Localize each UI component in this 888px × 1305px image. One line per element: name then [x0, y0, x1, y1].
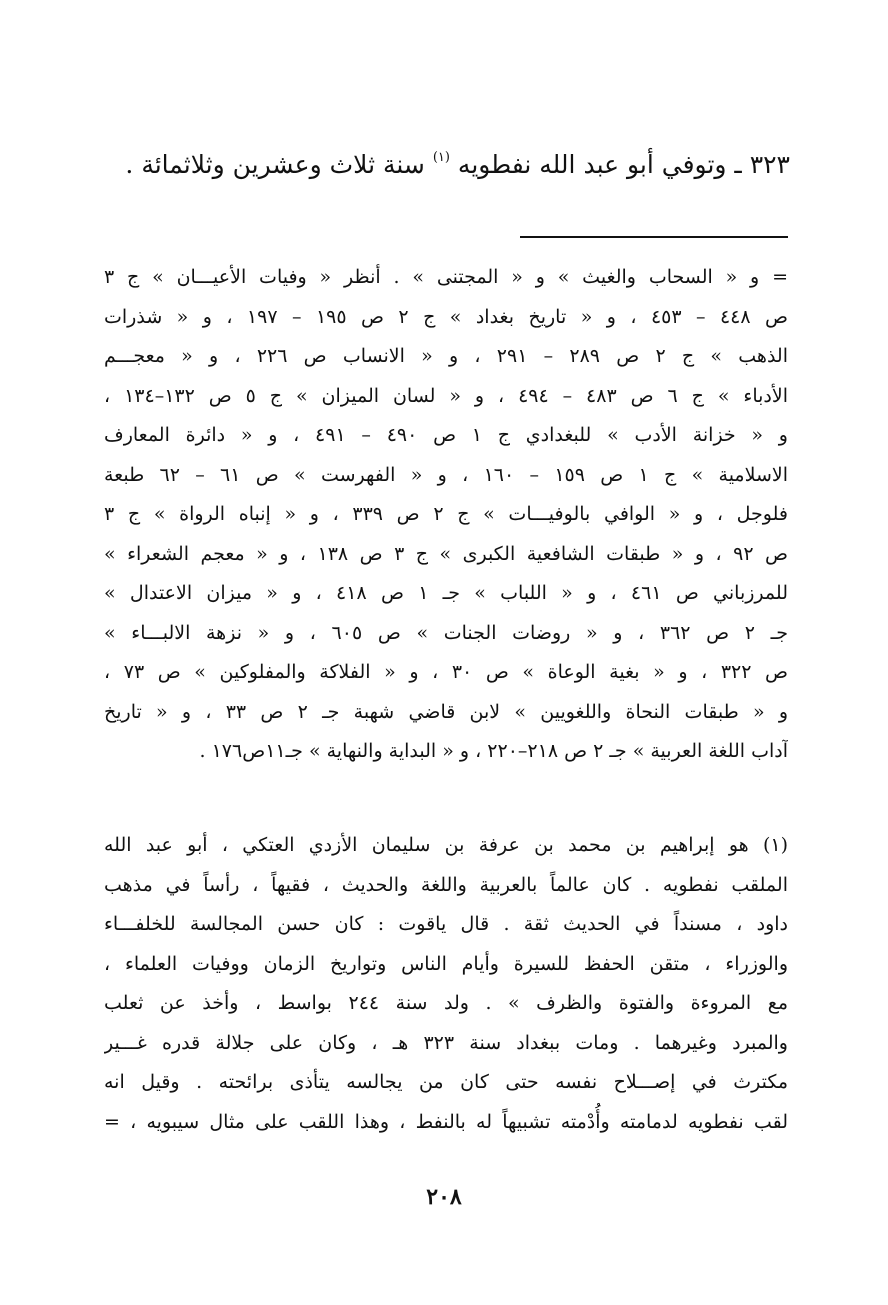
footnote-line: مكترث في إصـــلاح نفسه حتى كان من يجالسه يتأذى برائحته . وقيل انه	[104, 1071, 788, 1093]
footnote-line: والوزراء ، متقن الحفظ للسيرة وأيام الناس وتواريخ الزمان ووفيات العلماء ،	[104, 952, 788, 975]
footnote-line: الملقب نفطويه . كان عالماً بالعربية واللغة والحديث ، فقيهاً ، رأساً في مذهب	[104, 873, 788, 896]
footnote-line: ص ٩٢ ، و « طبقات الشافعية الكبرى » ج ٣ ص ١٣٨ ، و « معجم الشعراء »	[104, 542, 788, 565]
footnote-line: والمبرد وغيرهما . ومات ببغداد سنة ٣٢٣ هـ ، وكان على جلالة قدره غـــير	[104, 1031, 788, 1054]
footnote-line: الاسلامية » ج ١ ص ١٥٩ – ١٦٠ ، و « الفهرست » ص ٦١ – ٦٢ طبعة	[104, 463, 788, 486]
footnote-line: داود ، مسنداً في الحديث ثقة . قال ياقوت : كان حسن المجالسة للخلفـــاء	[104, 913, 788, 935]
footnote-line: الذهب » ج ٢ ص ٢٨٩ – ٢٩١ ، و « الانساب ص ٢٢٦ ، و « معجـــم	[104, 345, 788, 367]
footnote-line: و « طبقات النحاة واللغويين » لابن قاضي شهبة جـ ٢ ص ٣٣ ، و « تاريخ	[104, 700, 788, 723]
footnote-line: و « خزانة الأدب » للبغدادي ج ١ ص ٤٩٠ – ٤٩١ ، و « دائرة المعارف	[104, 424, 788, 446]
footnote-line: مع المروءة والفتوة والظرف » . ولد سنة ٢٤٤ بواسط ، وأخذ عن ثعلب	[104, 992, 788, 1014]
footnote-line: ص ٤٤٨ – ٤٥٣ ، و « تاريخ بغداد » ج ٢ ص ١٩٥ – ١٩٧ ، و « شذرات	[104, 305, 788, 328]
footnote-marker: (١)	[432, 150, 450, 165]
footnote-line: آداب اللغة العربية » جـ ٢ ص ٢١٨–٢٢٠ ، و « البداية والنهاية » جـ١١ص١٧٦ .	[199, 740, 788, 762]
footnote-line: = و « السحاب والغيث » و « المجتنى » . أنظر « وفيات الأعيـــان » ج ٣	[104, 266, 788, 288]
continued-footnote	[104, 258, 788, 772]
entry-text-after: سنة ثلاث وعشرين وثلاثمائة .	[125, 150, 425, 179]
footnote-line: الأدباء » ج ٦ ص ٤٨٣ – ٤٩٤ ، و « لسان الميزان » ج ٥ ص ١٣٢–١٣٤ ،	[104, 384, 788, 407]
entry-text: ٣٢٣ ـ وتوفي أبو عبد الله نفطويه	[457, 150, 790, 179]
footnote-line: لقب نفطويه لدمامته وأُدْمته تشبيهاً له بالنفط ، وهذا اللقب على مثال سيبويه ، =	[104, 1110, 788, 1133]
footnote-line: للمرزباني ص ٤٦١ ، و « اللباب » جـ ١ ص ٤١٨ ، و « ميزان الاعتدال »	[104, 582, 788, 604]
footnote-line: (١) هو إبراهيم بن محمد بن عرفة بن سليمان الأزدي العتكي ، أبو عبد الله	[104, 834, 788, 856]
footnote-separator	[520, 236, 788, 238]
footnote-line: فلوجل ، و « الوافي بالوفيـــات » ج ٢ ص ٣٣٩ ، و « إنباه الرواة » ج ٣	[104, 503, 788, 525]
footnote-1	[104, 826, 788, 1142]
page-number: ٢٠٨	[426, 1184, 462, 1210]
footnote-line: جـ ٢ ص ٣٦٢ ، و « روضات الجنات » ص ٦٠٥ ، و « نزهة الالبـــاء »	[104, 621, 788, 644]
footnote-line: ص ٣٢٢ ، و « بغية الوعاة » ص ٣٠ ، و « الفلاكة والمفلوكين » ص ٧٣ ،	[104, 661, 788, 683]
death-entry	[100, 138, 790, 185]
